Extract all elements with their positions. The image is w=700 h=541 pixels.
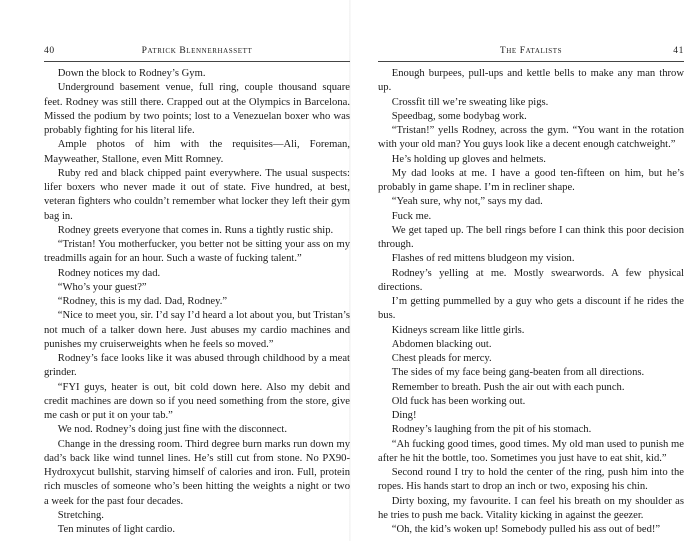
paragraph: Rodney’s laughing from the pit of his stomach. [391,424,592,436]
paragraph: Underground basement venue, full ring, couple thousand square feet. Rodney was still there. Crapped out at the Olympics in Barcelona. Missed the podium by two points; lost to a Venezuelan boxer who was probably fighting for his literal life. [44,82,350,136]
paragraph: Chest pleads for mercy. [391,353,492,364]
paragraph: The sides of my face being gang-beaten from all directions. [391,367,645,379]
left-page-number: 40 [44,46,55,56]
paragraph: Rodney’s face looks like it was abused through childhood by a meat grinder. [44,353,350,379]
paragraph: “Tristan! You motherfucker, you better not be sitting your ass on my treadmills again for an hour. Such a waste of fucking talent.” [44,239,350,265]
paragraph: “Tristan!” yells Rodney, across the gym. “You want in the rotation with your old man? You guys look like a decent enough catchweight.” [378,125,684,151]
paragraph: Kidneys scream like little girls. [391,324,525,336]
paragraph: Stretching. [57,509,104,521]
paragraph: Rodney notices my dad. [57,267,161,279]
paragraph: We nod. Rodney’s doing just fine with the disconnect. [57,424,287,436]
left-running-head: Patrick Blennerhassett [141,46,253,56]
right-page [378,0,684,541]
left-page-header [44,46,350,60]
paragraph: Ample photos of him with the requisites—Ali, Foreman, Mayweather, Stallone, even Mitt Romney. [44,139,350,165]
paragraph: We get taped up. The bell rings before I can think this poor decision through. [378,224,684,250]
paragraph: Second round I try to hold the center of the ring, push him into the ropes. His hands start to drop an inch or two, exposing his chin. [378,467,684,493]
paragraph: Down the block to Rodney’s Gym. [57,68,206,79]
paragraph: Change in the dressing room. Third degree burn marks run down my dad’s back like wind tunnel lines. He’s still cut from stone. No PX90-Hydroxycut bullshit, starving himself of calories and iron. Full, protein rich muscles of someone who’s been hitting the weights a night or two a week for the past four decades. [44,438,350,507]
paragraph: Rodney greets everyone that comes in. Runs a tightly rustic ship. [57,224,334,236]
paragraph: Old fuck has been working out. [391,395,526,407]
paragraph: “Nice to meet you, sir. I’d say I’d heard a lot about you, but Tristan’s not much of a talker down here. Just abuses my cardio machines and punishes my cruiserweights when he feels so moved.” [44,310,350,350]
paragraph: Fuck me. [391,210,432,222]
paragraph: Ruby red and black chipped paint everywhere. The usual suspects: lifer boxers who never made it out of state. Five hundred, at best, veteran fighters who couldn’t remember what locker they left their gym bag in. [44,167,350,222]
paragraph: My dad looks at me. I have a good ten-fifteen on him, but he’s probably in game shape. I’m in recliner shape. [378,167,684,193]
paragraph: “FYI guys, heater is out, bit cold down here. Also my debit and credit machines are down so if you need something from the store, give me cash or put it on your tab.” [44,381,350,421]
paragraph: Ding! [391,410,417,421]
left-header-rule [44,61,350,62]
paragraph: Rodney’s yelling at me. Mostly swearwords. A few physical directions. [378,267,684,293]
paragraph: Dirty boxing, my favourite. I can feel his breath on my shoulder as he tries to push me back. Vitality kicking in against the geezer. [378,495,684,521]
paragraph: “Oh, the kid’s woken up! Somebody pulled his ass out of bed!” [391,524,661,535]
right-header-rule [378,61,684,62]
paragraph: Remember to breath. Push the air out with each punch. [391,381,625,393]
paragraph: Speedbag, some bodybag work. [391,110,527,122]
right-page-header [378,46,684,60]
paragraph: “Yeah sure, why not,” says my dad. [391,196,543,208]
right-page-body [378,67,684,537]
paragraph: “Ah fucking good times, good times. My old man used to punish me after he hit the bottle, too. Sometimes you just have to eat shit, kid.” [378,438,684,464]
paragraph: “Who’s your guest?” [57,281,147,293]
paragraph: Flashes of red mittens bludgeon my vision. [391,253,575,265]
paragraph: I’m getting pummelled by a guy who gets a discount if he rides the bus. [378,296,684,322]
paragraph: Abdomen blacking out. [391,338,492,350]
paragraph: “Rodney, this is my dad. Dad, Rodney.” [57,296,228,307]
paragraph: He’s holding up gloves and helmets. [391,153,546,165]
left-page-body [44,67,350,537]
right-page-number: 41 [673,46,684,56]
paragraph: Enough burpees, pull-ups and kettle bells to make any man throw up. [378,68,684,94]
right-running-head: The Fatalists [499,46,563,56]
left-page [44,0,350,541]
paragraph: Crossfit till we’re sweating like pigs. [391,96,549,108]
paragraph: Ten minutes of light cardio. [57,524,175,535]
